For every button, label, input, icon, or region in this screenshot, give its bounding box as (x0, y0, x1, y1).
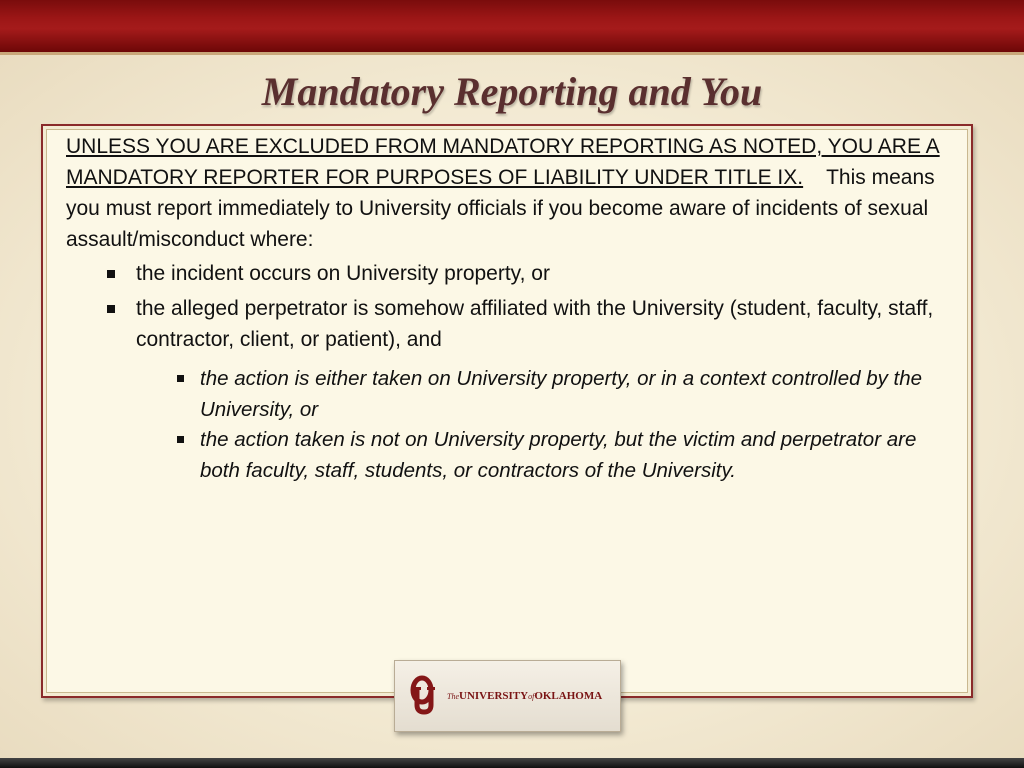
slide-title: Mandatory Reporting and You (261, 69, 763, 114)
mandatory-reporter-statement: UNLESS YOU ARE EXCLUDED FROM MANDATORY REPORTING AS NOTED, YOU ARE A MANDATORY REPORTER FOR PURPOSES OF LIABILITY UNDER TITLE IX. (66, 135, 940, 189)
intro-body: This means you must report immediately to University officials if you become aware of incidents of sexual assault/misconduct where: (66, 166, 935, 251)
ou-monogram-icon (409, 675, 439, 715)
square-bullet-icon (177, 375, 184, 382)
list-item (66, 425, 956, 486)
list-item (66, 258, 956, 289)
logo-wordmark (447, 687, 612, 705)
bottom-border (0, 758, 1024, 768)
bullet-text: the incident occurs on University property, or (136, 262, 550, 285)
logo-oklahoma: OKLAHOMA (534, 690, 603, 702)
sub-bullet-text: the action is either taken on University property, or in a context controlled by the University, or (200, 367, 923, 421)
sub-bullet-list (66, 364, 956, 486)
square-bullet-icon (177, 436, 184, 443)
bullet-text: the alleged perpetrator is somehow affiliated with the University (student, faculty, staff, contractor, client, or patient), and (136, 297, 934, 351)
intro-paragraph (66, 131, 956, 255)
square-bullet-icon (107, 270, 115, 278)
university-logo (394, 660, 621, 732)
square-bullet-icon (107, 305, 115, 313)
logo-university: UNIVERSITY (459, 690, 529, 702)
list-item (66, 364, 956, 425)
sub-bullet-text: the action taken is not on University property, but the victim and perpetrator are both faculty, staff, students, or contractors of the University. (200, 428, 917, 482)
top-banner (0, 0, 1024, 52)
bullet-list (66, 258, 956, 355)
logo-the: The (447, 692, 459, 701)
intro-spacer (809, 166, 821, 189)
list-item (66, 293, 956, 355)
slide-body (66, 131, 956, 486)
logo-of: of (528, 692, 535, 701)
